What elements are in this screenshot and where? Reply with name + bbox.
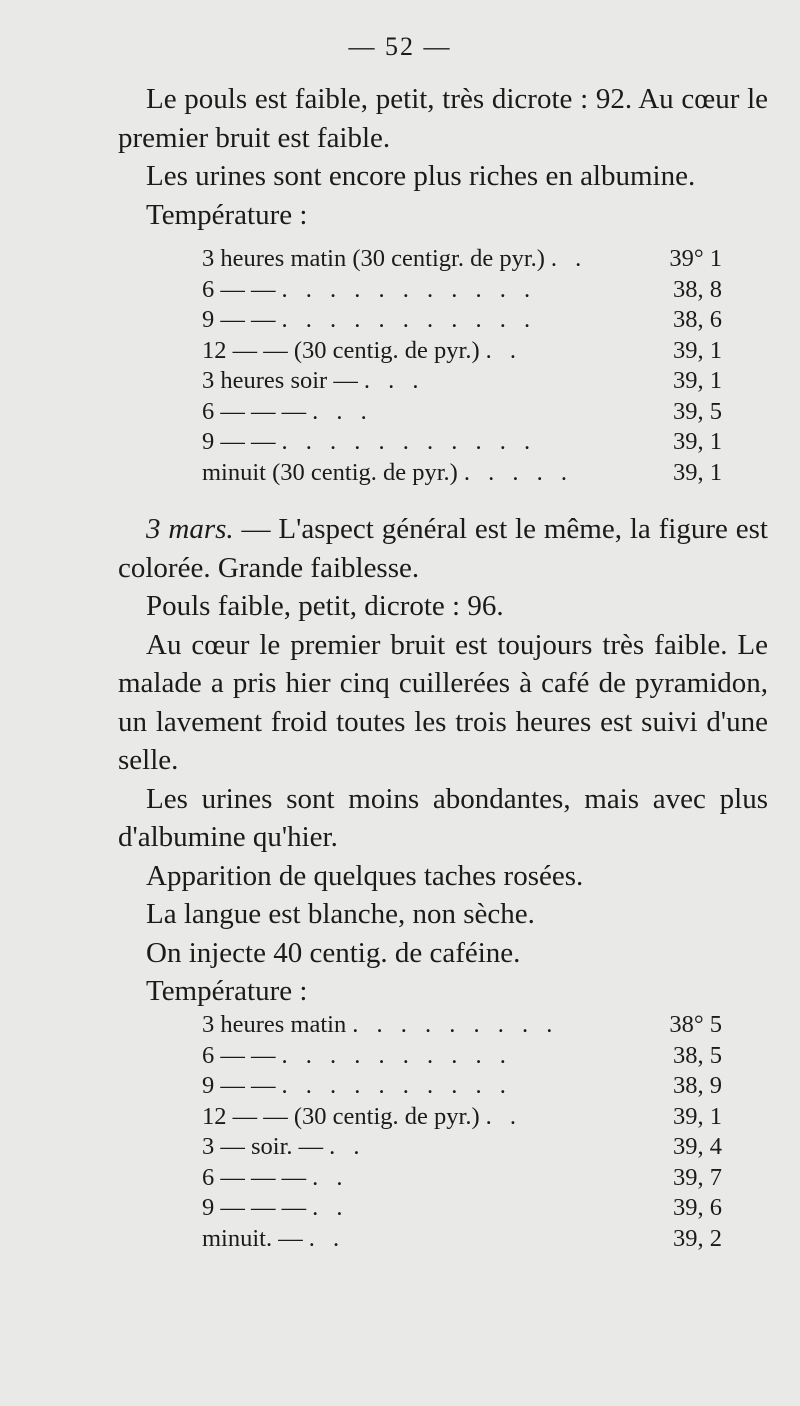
row-value: 38, 6 [673,306,722,333]
row-value: 39° 1 [669,245,722,272]
table-row [202,427,722,458]
row-value: 38, 8 [673,275,722,303]
row-dots: . . . . . . . . . . [281,1072,512,1099]
row-value: 39, 6 [673,1194,722,1221]
entry-date: 3 mars. [146,513,234,545]
row-value: 39, 2 [673,1224,722,1252]
row-dots: . . . . . . . . . . . [281,275,537,303]
row-label: 9 — — [202,306,276,333]
row-value: 39, 1 [673,367,722,394]
row-value: 39, 4 [673,1133,722,1160]
page-number: — 52 — [348,32,452,61]
table-row [202,1132,722,1163]
row-label: 6 — — [202,275,276,303]
row-dots: . . [550,245,588,272]
paragraph-urines-2: Les urines sont moins abondantes, mais avec plus d'albumine qu'hier. [118,782,768,853]
table-row [202,366,722,397]
row-dots: . . . . . [463,458,573,486]
table-row [202,397,722,428]
row-label: 3 heures matin [202,1011,347,1038]
row-label: 9 — — [202,428,276,455]
table-row [202,275,722,306]
temperature-table-1 [202,244,722,488]
row-value: 38, 9 [673,1072,722,1099]
row-dots: . . . . . . . . . . . [281,306,537,333]
row-dots: . . . . . . . . . [352,1011,559,1038]
row-value: 39, 1 [673,428,722,455]
row-value: 39, 1 [673,336,722,364]
row-label: 6 — — — [202,1163,307,1191]
paragraph-temperature-heading: Température : [146,198,308,231]
table-row [202,244,722,275]
section1-text [118,80,768,234]
row-value: 38° 5 [669,1011,722,1038]
table-row [202,1102,722,1133]
row-label: 3 heures matin (30 centigr. de pyr.) [202,245,545,272]
row-value: 39, 1 [673,458,722,486]
row-label: 9 — — — [202,1194,307,1221]
row-label: minuit. — [202,1224,303,1252]
temperature-table-2 [202,1010,722,1254]
row-value: 39, 7 [673,1163,722,1191]
paragraph-pulse: Le pouls est faible, petit, très dicrote : 92. Au cœur le premier bruit est faible. [118,83,768,154]
row-label: 12 — — (30 centig. de pyr.) [202,1102,480,1130]
table-row [202,1041,722,1072]
row-dots: . . [485,1102,522,1130]
table-row [202,1163,722,1194]
paragraph-caffeine: On injecte 40 centig. de caféine. [146,936,521,969]
row-value: 39, 5 [673,397,722,425]
row-dots: . . . [312,397,373,425]
row-dots: . . . . . . . . . . [281,1041,512,1069]
row-label: 3 — soir. — [202,1133,324,1160]
table-row [202,305,722,336]
row-value: 39, 1 [673,1102,722,1130]
row-dots: . . [485,336,522,364]
table-row [202,458,722,489]
entry-text: — L'aspect général est le même, la figure est colorée. Grande faiblesse. [118,513,768,584]
row-label: 3 heures soir — [202,367,358,394]
paragraph-date-entry [118,510,768,587]
section2-text [118,510,768,1011]
row-label: 6 — — [202,1041,276,1069]
row-dots: . . . [363,367,425,394]
table-row [202,1010,722,1041]
table-row [202,1193,722,1224]
paragraph-tongue: La langue est blanche, non sèche. [146,898,535,930]
row-label: minuit (30 centig. de pyr.) [202,458,458,486]
row-dots: . . [312,1163,349,1191]
table-row [202,1071,722,1102]
paragraph-urines: Les urines sont encore plus riches en albumine. [146,160,696,192]
row-dots: . . . . . . . . . . . [281,428,537,455]
row-dots: . . [308,1224,346,1252]
table-row [202,1224,722,1255]
paragraph-pulse-2: Pouls faible, petit, dicrote : 96. [146,590,504,622]
paragraph-spots: Apparition de quelques taches rosées. [146,859,584,892]
paragraph-heart: Au cœur le premier bruit est toujours très faible. Le malade a pris hier cinq cuillerées à café de pyramidon, un lavement froid toutes les trois heures est suivi d'une selle. [118,628,768,776]
table-row [202,336,722,367]
row-label: 6 — — — [202,397,307,425]
paragraph-temperature-heading-2: Température : [146,975,308,1007]
row-dots: . . [329,1133,366,1160]
row-label: 9 — — [202,1072,276,1099]
row-value: 38, 5 [673,1041,722,1069]
row-label: 12 — — (30 centig. de pyr.) [202,336,480,364]
row-dots: . . [312,1194,349,1221]
